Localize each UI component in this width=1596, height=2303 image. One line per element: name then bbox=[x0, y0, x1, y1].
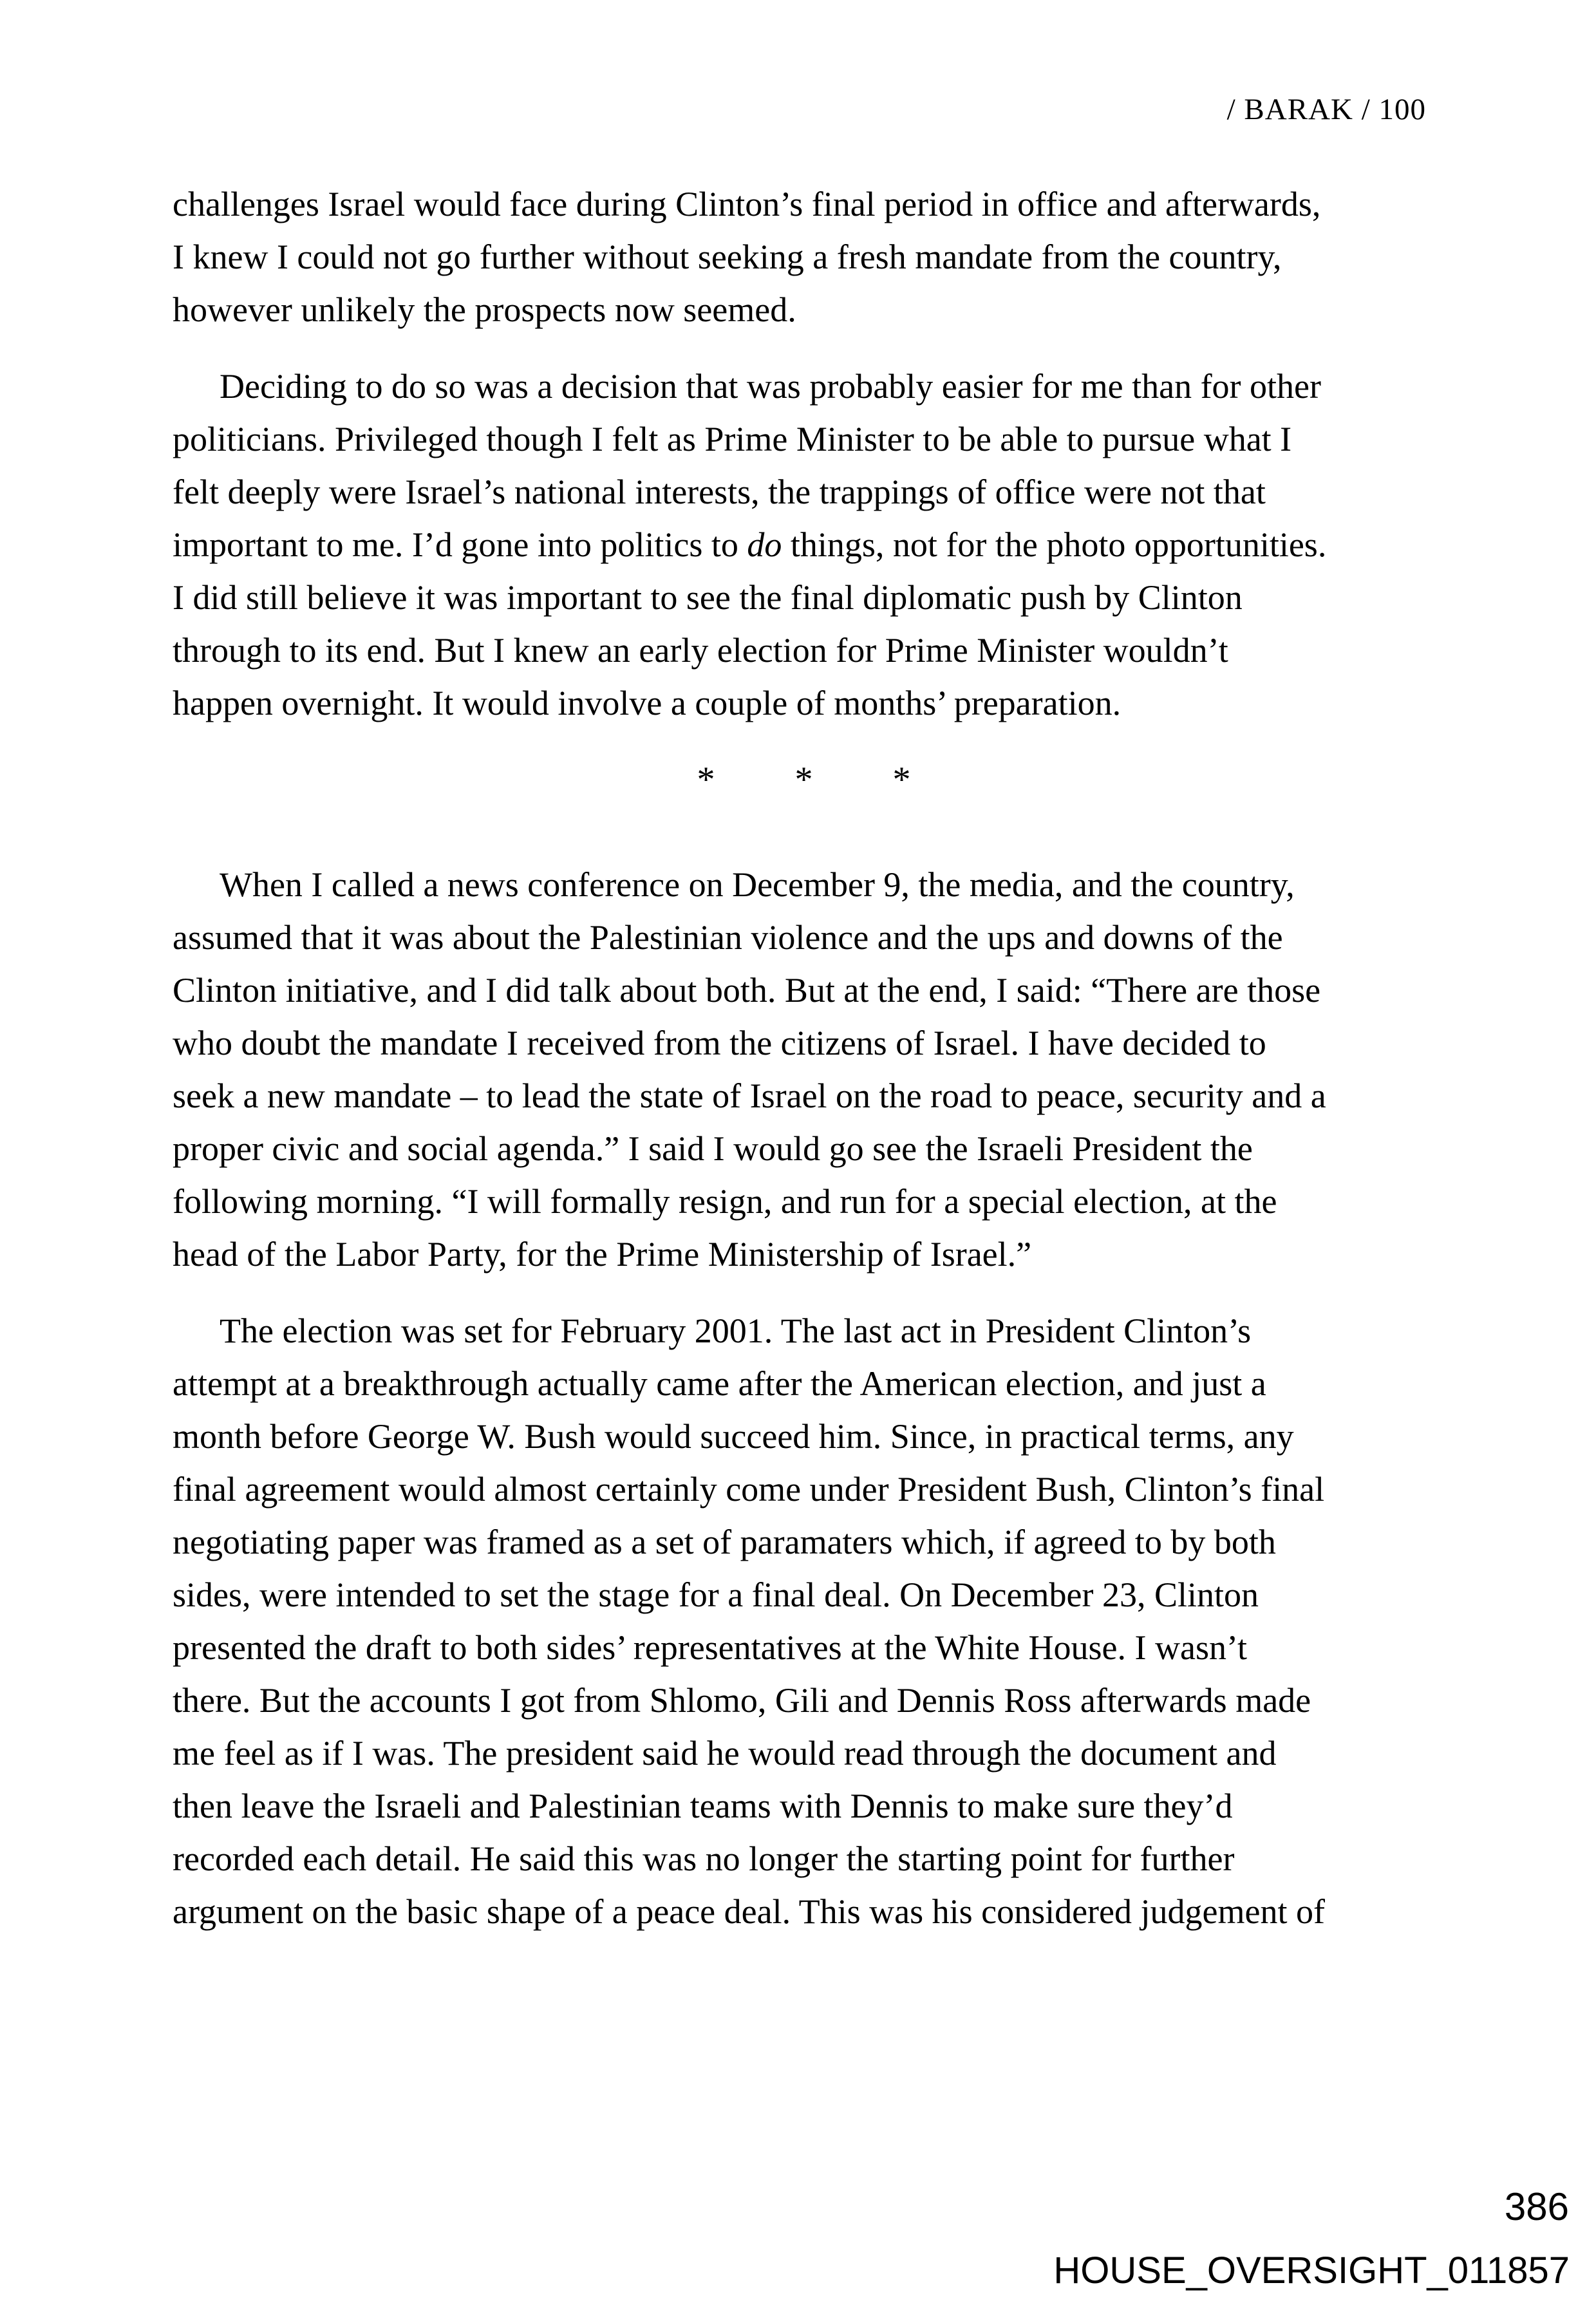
asterisk: * bbox=[794, 760, 813, 800]
asterisk: * bbox=[697, 760, 715, 800]
paragraph bbox=[173, 858, 1435, 1281]
text-line: final agreement would almost certainly come under President Bush, Clinton’s final bbox=[173, 1470, 1325, 1509]
text-line: through to its end. But I knew an early election for Prime Minister wouldn’t bbox=[173, 631, 1228, 670]
text-line: sides, were intended to set the stage for a final deal. On December 23, Clinton bbox=[173, 1575, 1259, 1614]
page-body bbox=[173, 178, 1435, 1938]
text-line: attempt at a breakthrough actually came after the American election, and just a bbox=[173, 1364, 1266, 1403]
paragraph bbox=[173, 178, 1435, 336]
text-line: me feel as if I was. The president said he would read through the document and bbox=[173, 1734, 1277, 1772]
text-line: who doubt the mandate I received from the citizens of Israel. I have decided to bbox=[173, 1024, 1266, 1062]
bates-number: HOUSE_OVERSIGHT_011857 bbox=[1053, 2250, 1570, 2291]
asterisk: * bbox=[892, 760, 911, 800]
text-line: politicians. Privileged though I felt as Prime Minister to be able to pursue what I bbox=[173, 420, 1292, 458]
text-line: however unlikely the prospects now seemed. bbox=[173, 290, 796, 329]
text-line: seek a new mandate – to lead the state of Israel on the road to peace, security and a bbox=[173, 1076, 1326, 1115]
paragraph bbox=[173, 1304, 1435, 1938]
running-header: / BARAK / 100 bbox=[1226, 93, 1426, 126]
text-line: felt deeply were Israel’s national interests, the trappings of office were not that bbox=[173, 473, 1266, 511]
text-line: recorded each detail. He said this was no longer the starting point for further bbox=[173, 1839, 1235, 1878]
text-line: challenges Israel would face during Clinton’s final period in office and afterwards, bbox=[173, 185, 1321, 223]
text-line: When I called a news conference on December 9, the media, and the country, bbox=[220, 865, 1295, 904]
text-line: then leave the Israeli and Palestinian teams with Dennis to make sure they’d bbox=[173, 1787, 1233, 1825]
page-number: 386 bbox=[1504, 2185, 1569, 2228]
text-line: month before George W. Bush would succeed him. Since, in practical terms, any bbox=[173, 1417, 1294, 1456]
text-line: argument on the basic shape of a peace deal. This was his considered judgement of bbox=[173, 1892, 1325, 1931]
text-line: proper civic and social agenda.” I said I would go see the Israeli President the bbox=[173, 1129, 1253, 1168]
text-line: following morning. “I will formally resign, and run for a special election, at the bbox=[173, 1182, 1277, 1221]
text-line: important to me. I’d gone into politics to do things, not for the photo opportunities. bbox=[173, 525, 1327, 564]
text-line: there. But the accounts I got from Shlomo, Gili and Dennis Ross afterwards made bbox=[173, 1681, 1311, 1720]
text-line: I knew I could not go further without seeking a fresh mandate from the country, bbox=[173, 238, 1282, 276]
paragraph bbox=[173, 360, 1435, 729]
section-separator bbox=[173, 753, 1435, 806]
text-line: Deciding to do so was a decision that was probably easier for me than for other bbox=[220, 367, 1321, 406]
text-line: assumed that it was about the Palestinian violence and the ups and downs of the bbox=[173, 918, 1283, 957]
text-line: I did still believe it was important to see the final diplomatic push by Clinton bbox=[173, 578, 1243, 617]
text-line: negotiating paper was framed as a set of paramaters which, if agreed to by both bbox=[173, 1523, 1276, 1561]
text-line: presented the draft to both sides’ representatives at the White House. I wasn’t bbox=[173, 1628, 1247, 1667]
text-line: happen overnight. It would involve a couple of months’ preparation. bbox=[173, 684, 1122, 722]
text-line: Clinton initiative, and I did talk about both. But at the end, I said: “There are those bbox=[173, 971, 1321, 1010]
text-line: The election was set for February 2001. The last act in President Clinton’s bbox=[220, 1311, 1252, 1350]
text-line: head of the Labor Party, for the Prime Ministership of Israel.” bbox=[173, 1235, 1032, 1274]
